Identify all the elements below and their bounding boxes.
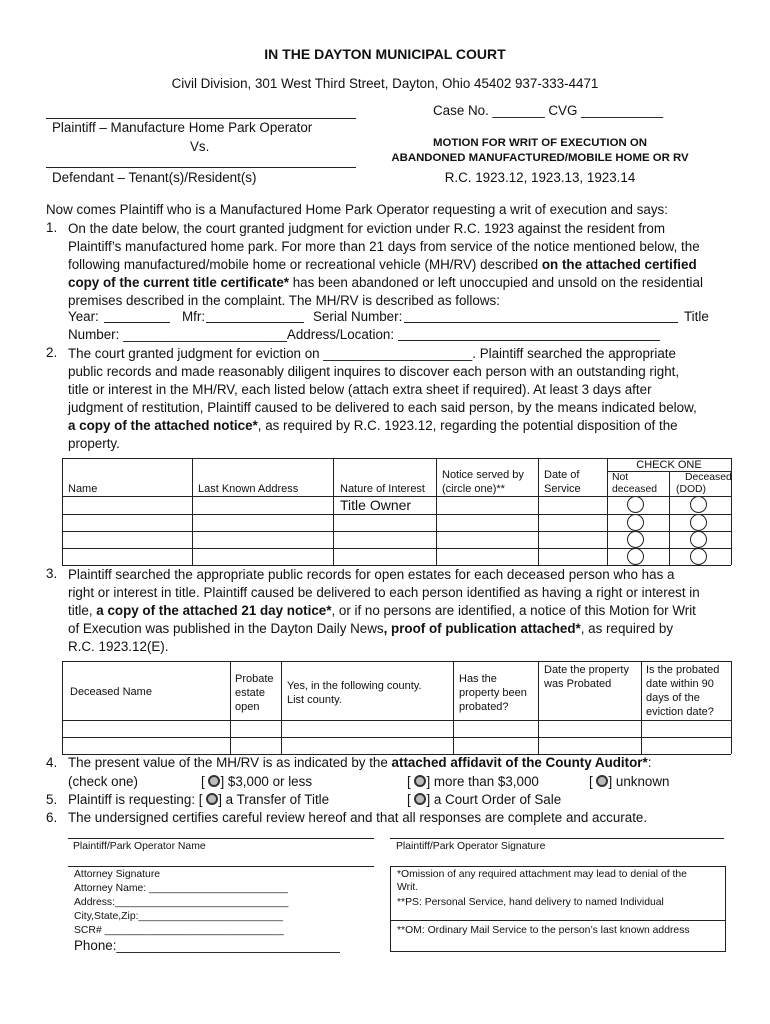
year-field[interactable] [104,322,170,323]
col-date-probated: was Probated [544,678,612,690]
col-check-one: CHECK ONE [636,459,702,471]
radio-icon [414,793,426,805]
table1-rule [538,458,539,565]
defendant-label: Defendant – Tenant(s)/Resident(s) [52,170,257,185]
table2-rule [453,661,454,754]
item2-line: property. [68,436,120,451]
value-option-high-label: ] more than $3,000 [426,774,539,789]
item3-bold-span: , proof of publication attached* [383,621,581,636]
item1-text-span: following manufactured/mobile home or recreational vehicle (MH/RV) described [68,257,542,272]
col-probated: Has the [459,673,497,685]
plaintiff-label: Plaintiff – Manufacture Home Park Operator [52,120,313,135]
title-number-address[interactable]: Number: ______________________Address/Location: [68,327,395,342]
table2-rule [62,720,731,721]
item3-line [68,620,700,638]
mfr-label: Mfr: [182,309,206,324]
col-county: Yes, in the following county. [287,680,422,692]
item5-label: Plaintiff is requesting: [ [68,792,203,807]
item3-text-span: , or if no persons are identified, a notice of this Motion for Writ [331,603,696,618]
court-order-option[interactable]: [ ] a Court Order of Sale [407,792,562,807]
attorney-signature-line[interactable] [68,866,374,867]
check-one-label: (check one) [68,774,138,789]
item2-line: The court granted judgment for eviction on ____________________. Plaintiff searched the appropriate [68,346,676,361]
radio-icon [208,775,220,787]
item1-line [68,274,703,292]
table2-rule [731,661,732,754]
item3-line: R.C. 1923.12(E). [68,639,169,654]
col-date: Service [544,483,581,495]
serial-label: Serial Number: [313,309,403,324]
not-deceased-radio[interactable] [627,531,644,548]
table2-rule [281,661,282,754]
table1-rule [436,458,437,565]
col-within-90: days of the [646,692,700,704]
col-probated: property been [459,687,527,699]
col-not-deceased: deceased [612,484,658,495]
item6-text: The undersigned certifies careful review hereof and that all responses are complete and accurate. [68,810,648,825]
item3-number: 3. [46,566,58,581]
item5-text [68,792,329,807]
col-within-90: date within 90 [646,678,714,690]
col-within-90: eviction date? [646,706,714,718]
table2-rule [538,661,539,754]
item3-bold-span: a copy of the attached 21 day notice* [96,603,332,618]
col-interest: Nature of Interest [340,483,425,495]
operator-signature-line[interactable] [390,838,724,839]
note-ordinary-mail: **OM: Ordinary Mail Service to the person’s last known address [397,925,690,936]
city-state-zip-field[interactable]: City,State,Zip:_________________________ [74,911,283,922]
item2-bold-span: a copy of the attached notice* [68,418,258,433]
operator-name-label: Plaintiff/Park Operator Name [73,841,206,852]
col-deceased: (DOD) [676,484,707,495]
item5-number: 5. [46,792,58,807]
item3-line: right or interest in title. Plaintiff caused be delivered to each person identified as having a right or interest in [68,585,700,600]
attorney-name-field[interactable]: Attorney Name: ________________________ [74,883,288,894]
deceased-radio[interactable] [690,514,707,531]
motion-title-1: MOTION FOR WRIT OF EXECUTION ON [433,137,647,149]
address-field[interactable] [398,340,660,341]
case-number[interactable]: Case No. _______ CVG ___________ [433,103,664,118]
not-deceased-radio[interactable] [627,514,644,531]
item3-text-span: , as required by [580,621,674,636]
court-address: Civil Division, 301 West Third Street, Dayton, Ohio 45402 937-333-4471 [171,76,599,91]
table1-rule [333,458,334,565]
item2-text-span: , as required by R.C. 1923.12, regarding the potential disposition of the [257,418,678,433]
mfr-field[interactable] [206,322,304,323]
attorney-signature-label: Attorney Signature [74,869,161,880]
title-owner-label: Title Owner [340,497,412,513]
transfer-title-option[interactable]: ] a Transfer of Title [218,792,330,807]
item3-text [68,566,700,656]
not-deceased-radio[interactable] [627,496,644,513]
radio-icon [596,775,608,787]
address-field[interactable]: Address:______________________________ [74,897,289,908]
radio-icon[interactable] [206,793,218,805]
table2-rule [62,737,731,738]
table2-rule [230,661,231,754]
col-deceased: Deceased [685,472,732,483]
note-omission: *Omission of any required attachment may lead to denial of the [397,869,687,880]
note-omission: Writ. [397,882,419,893]
item2-line: judgment of restitution, Plaintiff caused to be delivered to each said person, by the means indicated below, [68,400,697,415]
item1-bold-span: on the attached certified [541,257,697,272]
col-address: Last Known Address [198,483,299,495]
col-within-90: Is the probated [646,664,720,676]
notes-divider [390,920,726,921]
statutes: R.C. 1923.12, 1923.13, 1923.14 [444,170,636,185]
item2-number: 2. [46,345,58,360]
plaintiff-line[interactable] [46,118,356,119]
table2-rule [641,661,642,754]
item1-line [68,256,703,274]
serial-field[interactable] [404,322,678,323]
col-probate: Probate [235,673,274,685]
table1-rule [607,458,608,565]
table2-rule [62,661,731,662]
item4-text-span: The present value of the MH/RV is as indicated by the [68,755,392,770]
operator-name-line[interactable] [68,838,374,839]
year-label: Year: [68,309,99,324]
col-notice: (circle one)** [442,483,505,495]
col-name: Name [68,483,98,495]
value-option-low-label: ] $3,000 or less [220,774,313,789]
item1-line: Plaintiff’s manufactured home park. For more than 21 days from service of the notice mentioned below, the [68,239,700,254]
item3-text-span: of Execution was published in the Dayton Daily News [68,621,384,636]
item4-text [68,755,651,770]
phone-field[interactable]: Phone:______________________________ [74,938,340,953]
table1-rule [669,471,670,565]
court-title: IN THE DAYTON MUNICIPAL COURT [264,46,506,62]
not-deceased-radio[interactable] [627,548,644,565]
title-label: Title [684,309,709,324]
item2-text [68,345,697,453]
intro: Now comes Plaintiff who is a Manufactured Home Park Operator requesting a writ of execution and says: [46,202,668,217]
value-option-low[interactable]: [ ] $3,000 or less [201,774,313,789]
item1-number: 1. [46,220,58,235]
item1-line: premises described in the complaint. The MH/RV is described as follows: [68,293,500,308]
col-probated: probated? [459,701,509,713]
item3-line [68,602,700,620]
deceased-radio[interactable] [690,496,707,513]
item3-text-span: title, [68,603,97,618]
item4-text-span: : [647,755,652,770]
item1-text-span: has been abandoned or left unoccupied and unsold on the residential [289,275,703,290]
deceased-radio[interactable] [690,548,707,565]
col-probate: estate [235,687,265,699]
col-deceased-name: Deceased Name [70,686,152,698]
table2-rule [62,661,63,754]
motion-title-2: ABANDONED MANUFACTURED/MOBILE HOME OR RV [391,152,689,164]
col-notice: Notice served by [442,469,524,481]
col-county: List county. [287,694,342,706]
table1-rule [192,458,193,565]
col-date-probated: Date the property [544,664,629,676]
vs-label: Vs. [190,139,210,154]
scr-field[interactable]: SCR# _______________________________ [74,925,284,936]
operator-signature-label: Plaintiff/Park Operator Signature [396,841,546,852]
item1-bold-span: copy of the current title certificate* [68,275,289,290]
value-option-unknown[interactable]: [ ] unknown [589,774,670,789]
defendant-line[interactable] [46,167,356,168]
radio-icon [414,775,426,787]
col-probate: open [235,701,260,713]
value-option-unknown-label: ] unknown [608,774,670,789]
item1-line: On the date below, the court granted judgment for eviction under R.C. 1923 against the resident from [68,221,665,236]
item4-number: 4. [46,755,58,770]
item2-line [68,417,697,435]
value-option-high[interactable]: [ ] more than $3,000 [407,774,539,789]
note-personal-service: **PS: Personal Service, hand delivery to named Individual [397,897,664,908]
col-date: Date of [544,469,580,481]
court-order-label: ] a Court Order of Sale [426,792,562,807]
table1-rule [62,458,63,565]
col-not-deceased: Not [612,472,629,483]
item2-line: public records and made reasonably diligent inquires to discover each person with an outstanding right, [68,364,680,379]
deceased-radio[interactable] [690,531,707,548]
item3-line: Plaintiff searched the appropriate public records for open estates for each deceased person who has a [68,567,675,582]
item1-text [68,220,703,310]
item2-line: title or interest in the MH/RV, each listed below (attach extra sheet if required). At least 3 days after [68,382,652,397]
item6-number: 6. [46,810,58,825]
item4-bold-span: attached affidavit of the County Auditor* [391,755,648,770]
